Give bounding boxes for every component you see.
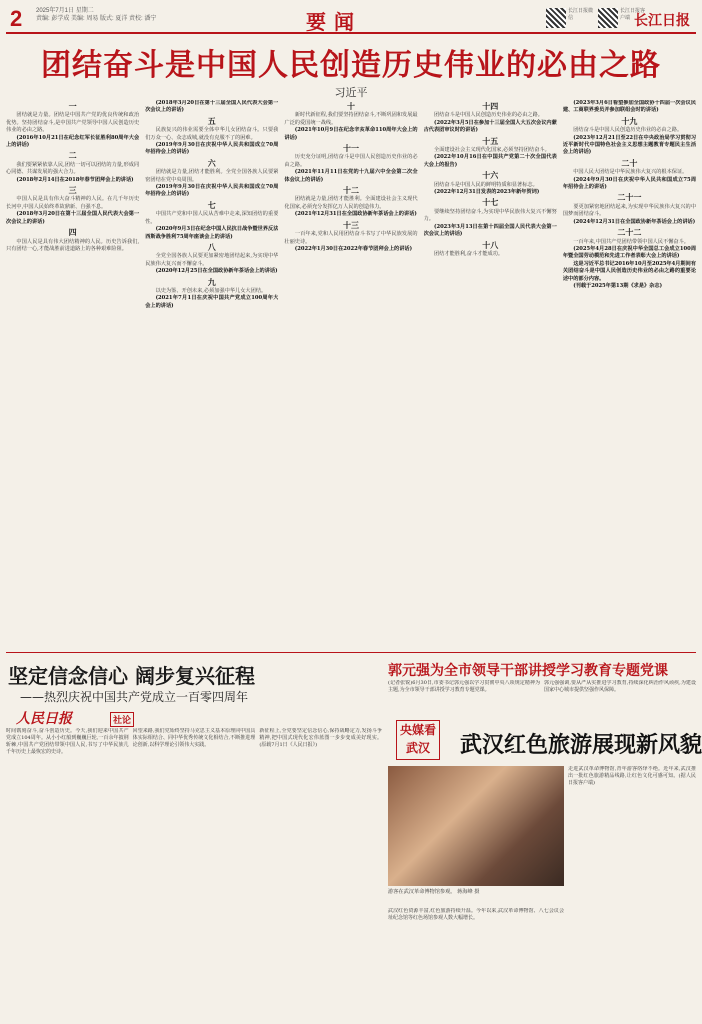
news2-column: 武汉红色资源丰富,红色旅游持续升温。今年以来,武汉革命博物馆、八七会议会址纪念馆等红色场馆参观人数大幅增长。 (388, 908, 564, 921)
section-text: 一百年来,党和人民用团结奋斗书写了中华民族发展的壮丽史诗。 (284, 231, 418, 245)
section-text: 团结奋斗是中国人民创造历史伟业的必由之路。 (573, 127, 683, 134)
editorial-column: 回望来路,我们党始终坚持马克思主义基本原理同中国具体实际相结合、同中华优秀传统文化相结合,不断推进理论创新,以科学理论引领伟大实践。 (132, 728, 256, 748)
masthead (6, 4, 696, 34)
section-number: 八 (207, 241, 216, 252)
section-text: 中国人民大团结是中华民族伟大复兴的根本保证。 (573, 169, 688, 176)
news1-title[interactable]: 郭元强为全市领导干部讲授学习教育专题党课 (388, 663, 668, 679)
editorial-title: 坚定信念信心 阔步复兴征程 (8, 664, 255, 688)
section-number: 二十 (621, 157, 638, 168)
qr-code-icon[interactable] (546, 8, 566, 28)
editor-line: 责编: 彭学成 美编: 周易 版式: 夏洋 责校: 潘宁 (36, 16, 157, 22)
article-column (563, 100, 696, 648)
editorial-column: 时间镌刻奋斗,奋斗创造历史。今天,我们迎来中国共产党成立104周年。从小小红船到巍巍巨轮,一百余年披荆斩棘,中国共产党团结带领中国人民,书写了中华民族几千年历史上最恢宏的史诗。 (6, 728, 129, 755)
section-source: (2019年9月30日在庆祝中华人民共和国成立70周年招待会上的讲话) (145, 142, 279, 156)
section-text: 中国人民是具有伟大奋斗精神的人民。在几千年历史长河中,中国人民始终革故鼎新、自强不息。 (6, 196, 140, 210)
section-number: 十五 (482, 135, 499, 146)
news2-body-right (568, 766, 696, 1018)
section-source: (2022年12月31日发表的2023年新年贺词) (434, 189, 540, 196)
section-text: 团结就是力量,团结才能胜利。全面建设社会主义现代化国家,必须充分发挥亿万人民的创造伟力。 (284, 196, 418, 210)
section-number: 十六 (482, 170, 499, 181)
news2-column: 走进武汉革命博物馆,青年游客络绎不绝。近年来,武汉推出一批红色旅游精品线路,让红色文化可感可知。(据人民日报客户端) (568, 766, 696, 786)
section-text: 中国共产党和中国人民从苦难中走来,深知团结的重要性。 (145, 211, 279, 225)
section-source: (2024年12月31日在全国政协新年茶话会上的讲话) (573, 218, 696, 225)
section-text: 团结才能胜利,奋斗才能成功。 (434, 250, 504, 257)
section-text: 一百年来,中国共产党团结带领中国人民不懈奋斗。 (573, 238, 689, 245)
section-source: (2021年10月9日在纪念辛亥革命110周年大会上的讲话) (284, 127, 418, 141)
section-source: (2022年10月16日在中国共产党第二十次全国代表大会上的报告) (423, 154, 557, 168)
section-number: 四 (68, 227, 77, 238)
section-number: 一 (68, 101, 77, 111)
section-source: (2021年7月1日在庆祝中国共产党成立100周年大会上的讲话) (145, 295, 279, 309)
section-source: (2023年3月13日在第十四届全国人民代表大会第一次会议上的讲话) (423, 223, 557, 238)
qr-code-icon[interactable] (598, 8, 618, 28)
editorial-brand: 人民日报 (16, 711, 72, 727)
headline-title: 团结奋斗是中国人民创造历史伟业的必由之路 (41, 48, 661, 83)
section-source: (2022年1月30日在2022年春节团拜会上的讲话) (294, 245, 413, 252)
section-text: 要继续坚持团结奋斗,为实现中华民族伟大复兴不懈努力。 (423, 208, 557, 223)
section-source: (2021年12月31日在全国政协新年茶话会上的讲话) (294, 211, 417, 218)
article-body (6, 100, 696, 648)
section-number: 十七 (482, 197, 499, 208)
section-text: 以史为鉴、开创未来,必须加强中华儿女大团结。 (155, 287, 267, 294)
section-text: 团结就是力量。团结是中国共产党的优良传统和政治优势。坚持团结奋斗,是中国共产党领导中国人民创造历史伟业的必由之路。 (6, 112, 140, 134)
section-source: (2023年12月21日至22日在中央政治局学习贯彻习近平新时代中国特色社会主义思想主题教育专题民主生活会上的讲话) (562, 134, 697, 156)
news2-body-left (388, 898, 564, 1018)
news2-title[interactable]: 武汉红色旅游展现新风貌 (460, 733, 702, 758)
section-text: 团结奋斗是中国人民的鲜明特质和显著标志。 (434, 181, 538, 188)
page-meta (36, 7, 156, 23)
section-number: 十二 (343, 185, 359, 196)
photo-caption: 游客在武汉革命博物馆参观。 蒋海峰 摄 (388, 889, 480, 895)
section-source: (2025年4月28日在庆祝中华全国总工会成立100周年暨全国劳动模范和先进工作者表彰大会上的讲话) (562, 245, 697, 260)
section-source: (2022年3月5日在参加十三届全国人大五次会议内蒙古代表团审议时的讲话) (423, 119, 557, 134)
column-logo: 央媒看武汉 (396, 720, 440, 760)
section-text: 要更加紧密地团结起来,为实现中华民族伟大复兴的中国梦而团结奋斗。 (562, 203, 697, 218)
article-column (424, 100, 557, 648)
section-text: 历史充分证明,团结奋斗是中国人民创造历史伟业的必由之路。 (284, 154, 418, 168)
section-number: 十四 (482, 101, 499, 111)
section-source: (2018年2月14日在2018年春节团拜会上的讲话) (16, 176, 134, 183)
article-column (284, 100, 417, 648)
section-number: 十九 (621, 115, 638, 126)
section-source: (2018年3月20日在第十三届全国人民代表大会第一次会议上的讲话) (145, 100, 279, 114)
section-source: (2023年3月6日看望参加全国政协十四届一次会议民建、工商联界委员并参加联组会时的讲话) (562, 100, 697, 114)
news1-column: 郭元强强调,要从严从实推进学习教育,持续深化纠治作风顽疾,为建设国家中心城市提供坚强作风保障。 (544, 680, 696, 693)
section-source: (2019年9月30日在庆祝中华人民共和国成立70周年招待会上的讲话) (145, 184, 279, 198)
section-number: 二十一 (617, 192, 642, 203)
section-text: 中国人民是具有伟大团结精神的人民。历史告诉我们,只有团结一心,才能战胜前进道路上的各种艰难险阻。 (6, 238, 140, 252)
section-number: 六 (207, 157, 216, 168)
section-number: 二 (68, 150, 77, 161)
news1-column: (记者张锐)6月30日,市委书记郭元强以学习贯彻中央八项规定精神为主题,为全市领导干部讲授学习教育专题党课。 (388, 680, 540, 693)
section-number: 十一 (343, 143, 359, 154)
section-text: 全面建设社会主义现代化国家,必须坚持团结奋斗。 (434, 147, 550, 154)
editorial-subtitle: ——热烈庆祝中国共产党成立一百零四周年 (20, 690, 249, 704)
section-number: 二十二 (617, 227, 642, 238)
editorial-column-text: 新征程上,全党要坚定信念信心,保持战略定力,发扬斗争精神,把中国式现代化宏伟蓝图一步步变成美好现实。 (259, 728, 383, 741)
section-number: 十八 (482, 239, 499, 250)
section-source: (2020年12月25日在全国政协新年茶话会上的讲话) (155, 268, 278, 275)
section-name: 要闻 (306, 10, 362, 34)
editorial-source: (原载7月1日《人民日报》) (259, 742, 318, 748)
section-source: 这是习近平总书记2016年10月至2025年4月期间有关团结奋斗是中国人民创造历史伟业的必由之路的重要论述中的部分内容。 (562, 260, 697, 282)
section-source: (2016年10月21日在纪念红军长征胜利80周年大会上的讲话) (6, 134, 140, 149)
article-column (6, 100, 139, 648)
section-source: (2020年9月3日在纪念中国人民抗日战争暨世界反法西斯战争胜利75周年座谈会上的讲话) (145, 226, 279, 240)
editorial-column (259, 728, 382, 1018)
section-text: 我们要紧紧依靠人民,团结一切可以团结的力量,形成同心同德、共谋发展的强大合力。 (6, 161, 140, 176)
section-number: 五 (207, 115, 216, 126)
section-source: (刊载于2025年第13期《求是》杂志) (573, 282, 663, 289)
section-text: 全党全国各族人民要更加紧密地团结起来,为实现中华民族伟大复兴而不懈奋斗。 (145, 253, 279, 267)
section-text: 团结奋斗是中国人民创造历史伟业的必由之路。 (434, 112, 543, 119)
byline: 习近平 (334, 86, 368, 99)
section-number: 十三 (343, 219, 359, 230)
section-source: (2024年9月30日在庆祝中华人民共和国成立75周年招待会上的讲话) (562, 176, 697, 191)
section-text: 新时代新征程,我们要坚持团结奋斗,不断巩固和发展最广泛的爱国统一战线。 (284, 112, 418, 126)
section-number: 九 (207, 276, 216, 287)
qr-label-app: 长江日报客户端 (620, 8, 646, 21)
editorial-tag: 社论 (110, 712, 134, 727)
qr-label-wechat: 长江日报微信 (568, 8, 594, 21)
section-source: (2018年3月20日在第十三届全国人民代表大会第一次会议上的讲话) (6, 211, 140, 225)
article-column (145, 100, 278, 648)
date-line: 2025年7月1日 星期二 (36, 8, 94, 14)
news-photo[interactable] (388, 766, 564, 886)
page-number: 2 (10, 6, 23, 31)
section-number: 七 (207, 199, 216, 210)
section-divider (6, 652, 696, 653)
section-number: 十 (347, 101, 355, 111)
paper-logo: 长江日报 (634, 13, 690, 29)
section-text: 团结就是力量,团结才能胜利。全党全国各族人民要紧密团结在党中央周围。 (145, 169, 279, 183)
editorial-body (6, 728, 382, 1018)
section-number: 三 (68, 185, 77, 196)
section-text: 民族复兴的伟业需要全体中华儿女团结奋斗。只要我们万众一心、众志成城,就没有克服不了的困难。 (145, 127, 279, 141)
section-source: (2021年11月11日在党的十九届六中全会第二次全体会议上的讲话) (284, 169, 418, 183)
